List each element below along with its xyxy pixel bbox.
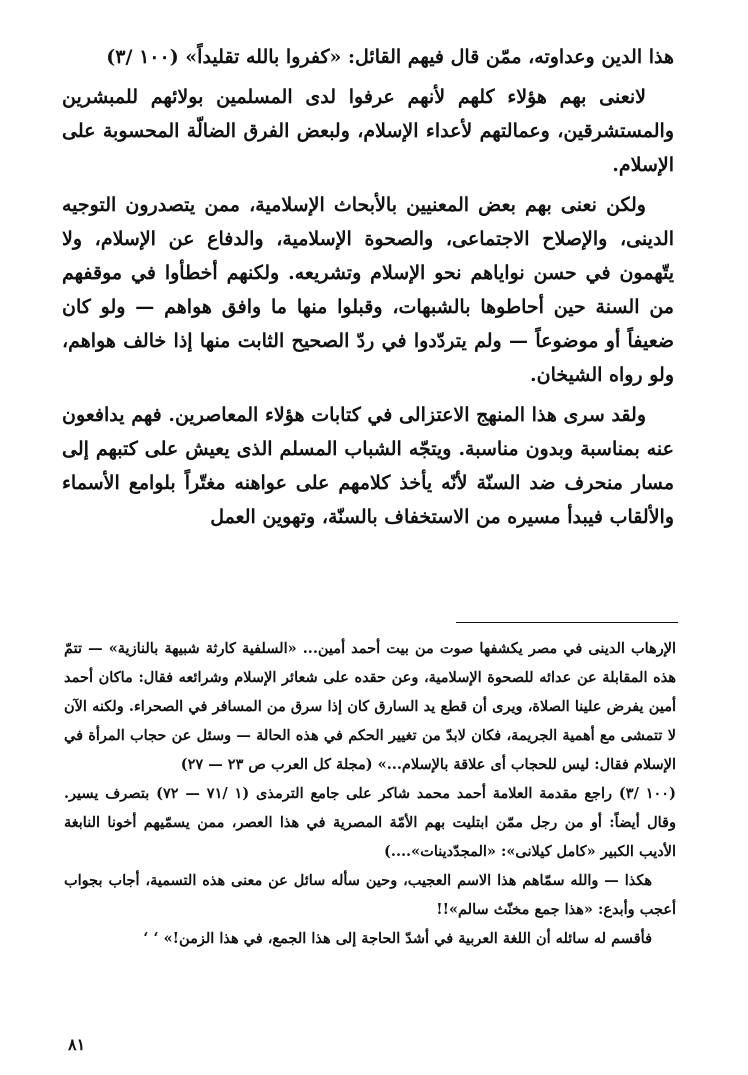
page-number: ٨١ <box>68 1035 86 1054</box>
footnote-separator <box>456 622 678 623</box>
footnote: فأقسم له سائله أن اللغة العربية في أشدّ الحاجة إلى هذا الجمع، في هذا الزمن!» ‘ ‘ <box>143 930 652 947</box>
footnote: (١٠٠ /٣) راجع مقدمة العلامة أحمد محمد شاكر على جامع الترمذى (١ /٧١ — ٧٢) بتصرف يسير. وقال أيضاً: أو من رجل ممّن ابتليت بهم الأمّة المصرية في هذا العصر، ممن يسمّيهم أخونا النابغة الأديب الكبير «كامل كيلانى»: «المجدّدينات»....) <box>64 785 676 860</box>
main-text <box>62 40 674 534</box>
paragraph: ولكن نعنى بهم بعض المعنيين بالأبحاث الإسلامية، ممن يتصدرون التوجيه الدينى، والإصلاح الاجتماعى، والصحوة الإسلامية، والدفاع عن الإسلام، ولا يتّهمون في حسن نواياهم نحو الإسلام وتشريعه. ولكنهم أخطأوا في موقفهم من السنة حين أحاطوها بالشبهات، وقبلوا منها ما وافق هواهم — ولو كان ضعيفاً أو موضوعاً — ولم يتردّدوا في ردّ الصحيح الثابت منها إذا خالف هواهم، ولو رواه الشيخان. <box>62 194 674 386</box>
paragraph: ولقد سرى هذا المنهج الاعتزالى في كتابات هؤلاء المعاصرين. فهم يدافعون عنه بمناسبة وبدون مناسبة. ويتجّه الشباب المسلم الذى يعيش على كتبهم إلى مسار منحرف ضد السنّة لأنّه يأخذ كلامهم على عواهنه مغتّراً بلوامع الأسماء والألقاب فيبدأ مسيره من الاستخفاف بالسنّة، وتهوين العمل <box>62 404 674 528</box>
footnotes <box>64 634 676 953</box>
paragraph: هذا الدين وعداوته، ممّن قال فيهم القائل: «كفروا بالله تقليداً» (١٠٠ /٣) <box>106 46 674 68</box>
paragraph: لانعنى بهم هؤلاء كلهم لأنهم عرفوا لدى المسلمين بولائهم للمبشرين والمستشرقين، وعمالتهم لأعداء الإسلام، ولبعض الفرق الضالّة المحسوبة على الإسلام. <box>62 86 674 176</box>
footnote: الإرهاب الدينى في مصر يكشفها صوت من بيت أحمد أمين... «السلفية كارثة شبيهة بالنازية» — تتمّ هذه المقابلة عن عدائه للصحوة الإسلامية، وعن حقده على شعائر الإسلام وشرائعه فقال: ماكان أحمد أمين يفرض علينا الصلاة، ويرى أن قطع يد السارق كان إذا سرق من المسافر في الصحراء. ولكنه الآن لا تتمشى مع أهمية الجريمة، فكان لابدّ من تغيير الحكم في هذه الحالة — وسئل عن حجاب المرأة في الإسلام فقال: ليس للحجاب أى علاقة بالإسلام...» (مجلة كل العرب ص ٢٣ — ٢٧) <box>64 640 676 773</box>
footnote: هكذا — والله سمّاهم هذا الاسم العجيب، وحين سأله سائل عن معنى هذه التسمية، أجاب بجواب أعجب وأبدع: «هذا جمع مخنّث سالم»!! <box>64 872 676 918</box>
